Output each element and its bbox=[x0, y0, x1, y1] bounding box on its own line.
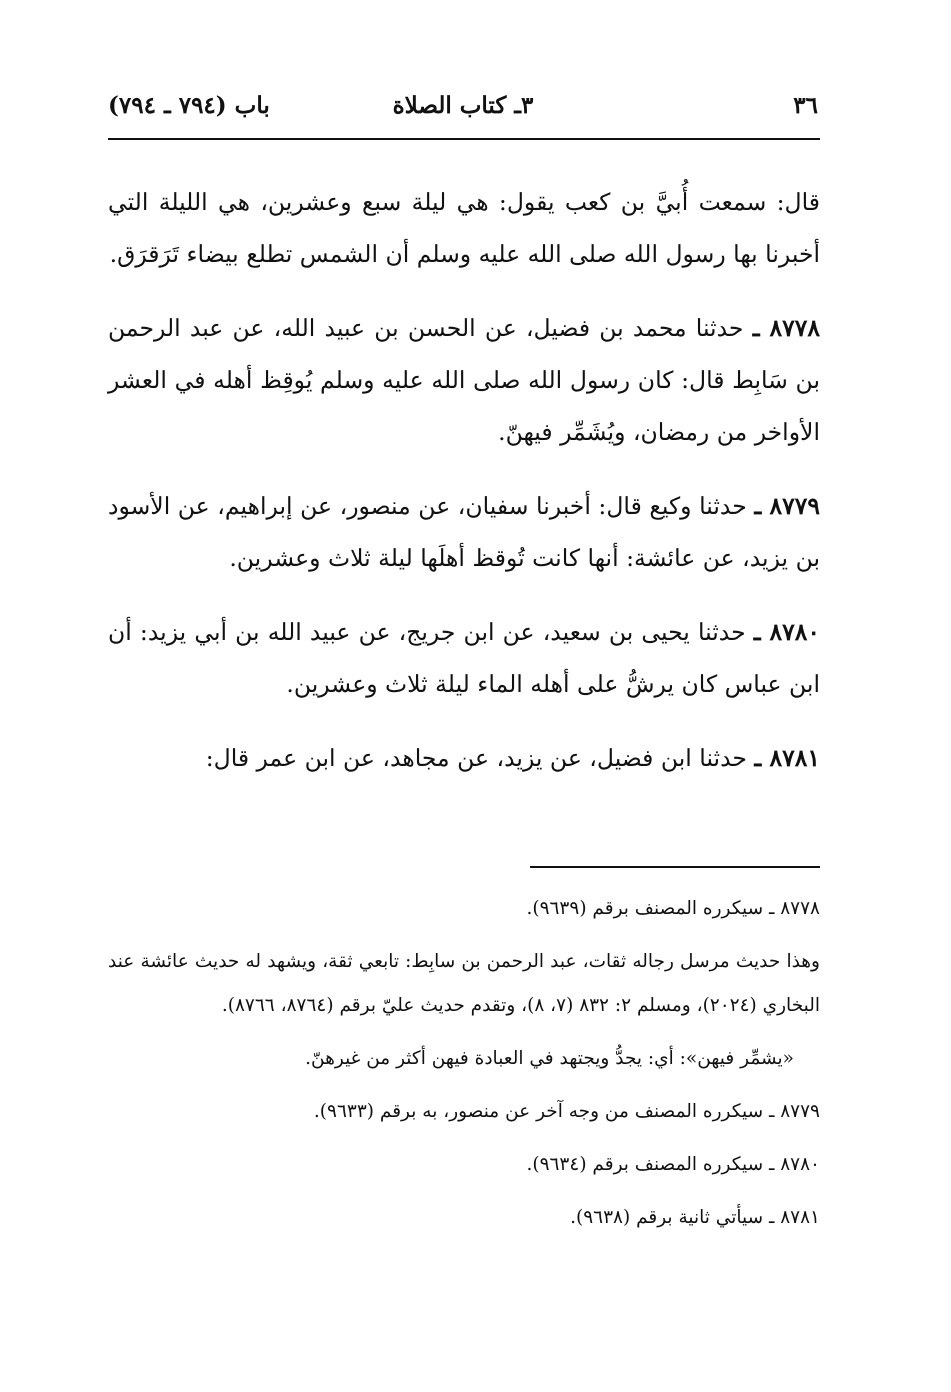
main-text bbox=[108, 176, 820, 806]
book-title: ٣ـ كتاب الصلاة bbox=[392, 92, 534, 119]
hadith-number: ٨٧٨١ ـ bbox=[754, 744, 820, 772]
footnote: ٨٧٧٩ ـ سيكرره المصنف من وجه آخر عن منصور، به برقم (٩٦٣٣). bbox=[313, 1101, 820, 1122]
page-number: ٣٦ bbox=[793, 92, 818, 119]
hadith-text: قال: سمعت أُبيَّ بن كعب يقول: هي ليلة سبع وعشرين، هي الليلة التي أخبرنا بها رسول الله صلى الله عليه وسلم أن الشمس تطلع بيضاء تَرَقرَق. bbox=[108, 188, 820, 268]
hadith-number: ٨٧٨٠ ـ bbox=[753, 618, 820, 646]
hadith-text: حدثنا محمد بن فضيل، عن الحسن بن عبيد الله، عن عبد الرحمن بن سَابِط قال: كان رسول الله صلى الله عليه وسلم يُوقِظ أهله في العشر الأواخر من رمضان، ويُشَمِّر فيهنّ. bbox=[108, 314, 820, 446]
hadith-text: حدثنا يحيى بن سعيد، عن ابن جريج، عن عبيد الله بن أبي يزيد: أن ابن عباس كان يرشُّ على أهله الماء ليلة ثلاث وعشرين. bbox=[108, 618, 820, 698]
hadith-paragraph bbox=[108, 480, 820, 584]
hadith-paragraph bbox=[108, 302, 820, 458]
hadith-text: حدثنا ابن فضيل، عن يزيد، عن مجاهد، عن ابن عمر قال: bbox=[205, 744, 755, 772]
footnote: وهذا حديث مرسل رجاله ثقات، عبد الرحمن بن سابِط: تابعي ثقة، ويشهد له حديث عائشة عند البخاري (٢٠٢٤)، ومسلم ٢: ٨٣٢ (٧، ٨)، وتقدم حديث عليّ برقم (٨٧٦٤، ٨٧٦٦). bbox=[108, 951, 820, 1016]
hadith-paragraph bbox=[108, 732, 820, 784]
hadith-text: حدثنا وكيع قال: أخبرنا سفيان، عن منصور، عن إبراهيم، عن الأسود بن يزيد، عن عائشة: أنها كانت تُوقظ أهلَها ليلة ثلاث وعشرين. bbox=[108, 492, 820, 572]
footnote: ٨٧٨١ ـ سيأتي ثانية برقم (٩٦٣٨). bbox=[570, 1207, 820, 1228]
hadith-paragraph bbox=[108, 606, 820, 710]
hadith-number: ٨٧٧٩ ـ bbox=[754, 492, 820, 520]
footnote: ٨٧٧٨ ـ سيكرره المصنف برقم (٩٦٣٩). bbox=[526, 898, 820, 919]
footnote-separator bbox=[530, 866, 820, 868]
footnotes bbox=[108, 887, 820, 1249]
hadith-number: ٨٧٧٨ ـ bbox=[752, 314, 820, 342]
chapter-heading: باب (٧٩٤ ـ ٧٩٤) bbox=[108, 92, 270, 119]
hadith-paragraph bbox=[108, 176, 820, 280]
header-rule bbox=[108, 138, 820, 140]
footnote: ٨٧٨٠ ـ سيكرره المصنف برقم (٩٦٣٤). bbox=[526, 1154, 820, 1175]
footnote: «يشمِّر فيهن»: أي: يجدُّ ويجتهد في العبادة فيهن أكثر من غيرهنّ. bbox=[305, 1048, 794, 1069]
running-header bbox=[108, 92, 818, 132]
